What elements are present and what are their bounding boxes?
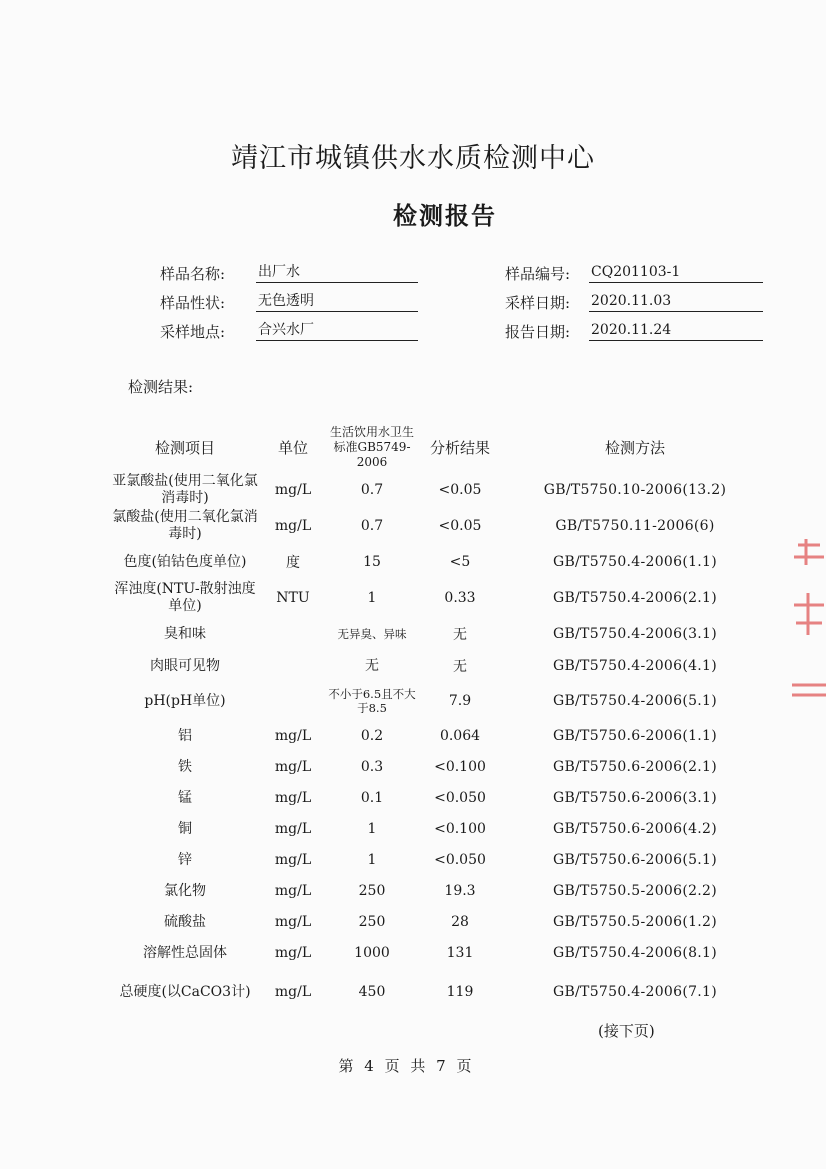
cell-method: GB/T5750.4-2006(3.1)	[552, 626, 718, 642]
cell-result: 0.064	[439, 728, 481, 744]
cell-standard: 0.1	[360, 790, 384, 806]
cell-unit: mg/L	[274, 883, 312, 899]
cell-unit: mg/L	[274, 482, 312, 498]
cell-item: 铜	[178, 820, 192, 837]
cell-unit: mg/L	[274, 821, 312, 837]
cell-method: GB/T5750.10-2006(13.2)	[543, 482, 727, 498]
cell-result: <0.05	[438, 518, 482, 534]
cell-result: <0.050	[434, 790, 486, 806]
cell-item: 铁	[178, 758, 192, 775]
cell-method: GB/T5750.6-2006(3.1)	[552, 790, 718, 806]
sampling-date-value: 2020.11.03	[589, 292, 763, 312]
cell-unit	[262, 620, 324, 648]
cell-method: GB/T5750.6-2006(1.1)	[552, 728, 718, 744]
cell-method: GB/T5750.4-2006(8.1)	[552, 945, 718, 961]
sample-number-value: CQ201103-1	[589, 263, 763, 283]
cell-item: 锌	[178, 851, 192, 868]
cell-item: 氯酸盐(使用二氧化氯消毒时)	[112, 509, 258, 542]
cell-unit: mg/L	[274, 914, 312, 930]
cell-unit: mg/L	[274, 759, 312, 775]
cell-unit	[262, 652, 324, 680]
cell-standard: 250	[358, 914, 386, 930]
cell-item: 亚氯酸盐(使用二氧化氯消毒时)	[112, 473, 258, 506]
cell-result: 19.3	[444, 883, 476, 899]
cell-unit: mg/L	[274, 790, 312, 806]
cell-method: GB/T5750.4-2006(1.1)	[552, 554, 718, 570]
cell-item: 肉眼可见物	[150, 657, 220, 674]
cell-standard: 0.3	[360, 759, 384, 775]
header-unit: 单位	[277, 438, 308, 457]
official-seal-stamp	[780, 535, 826, 710]
cell-item: 硫酸盐	[164, 913, 206, 930]
cell-standard: 无	[365, 658, 379, 674]
sampling-location-value: 合兴水厂	[256, 321, 418, 341]
cell-unit: 度	[286, 555, 300, 571]
cell-standard: 1000	[354, 945, 390, 961]
sample-name-label: 样品名称:	[160, 265, 226, 283]
cell-method: GB/T5750.6-2006(5.1)	[552, 852, 718, 868]
cell-result: <0.05	[438, 482, 482, 498]
report-date-value: 2020.11.24	[589, 321, 763, 341]
header-item: 检测项目	[154, 438, 215, 457]
cell-method: GB/T5750.4-2006(4.1)	[552, 658, 718, 674]
cell-unit: mg/L	[274, 984, 312, 1000]
cell-unit: NTU	[276, 590, 310, 606]
cell-item: pH(pH单位)	[144, 692, 226, 709]
cell-result: <5	[449, 554, 471, 570]
cell-standard: 无异臭、异味	[337, 627, 407, 641]
cell-standard: 450	[358, 984, 386, 1000]
cell-method: GB/T5750.6-2006(2.1)	[552, 759, 718, 775]
report-date-label: 报告日期:	[505, 323, 571, 341]
cell-unit: mg/L	[274, 518, 312, 534]
header-standard: 生活饮用水卫生标准GB5749-2006	[330, 424, 415, 469]
cell-standard: 0.7	[360, 482, 384, 498]
cell-standard: 不小于6.5且不大于8.5	[328, 687, 416, 715]
continued-note: (接下页)	[598, 1022, 655, 1040]
sample-state-value: 无色透明	[256, 292, 418, 312]
cell-result: 28	[451, 914, 469, 930]
cell-item: 臭和味	[164, 625, 206, 642]
cell-item: 色度(铂钴色度单位)	[123, 553, 247, 570]
page-footer: 第 4 页 共 7 页	[338, 1057, 472, 1075]
cell-unit: mg/L	[274, 945, 312, 961]
cell-item: 铝	[178, 727, 192, 744]
cell-method: GB/T5750.4-2006(7.1)	[552, 984, 718, 1000]
cell-result: <0.050	[434, 852, 486, 868]
cell-item: 溶解性总固体	[143, 944, 227, 961]
cell-unit: mg/L	[274, 852, 312, 868]
cell-standard: 1	[367, 821, 377, 837]
sampling-location-label: 采样地点:	[160, 323, 226, 341]
cell-item: 氯化物	[164, 882, 206, 899]
cell-result: 131	[446, 945, 474, 961]
cell-method: GB/T5750.5-2006(2.2)	[552, 883, 718, 899]
cell-result: 7.9	[448, 693, 472, 709]
cell-result: <0.100	[434, 759, 486, 775]
cell-method: GB/T5750.4-2006(2.1)	[552, 590, 718, 606]
cell-item: 总硬度(以CaCO3计)	[119, 983, 251, 1000]
cell-method: GB/T5750.6-2006(4.2)	[552, 821, 718, 837]
sample-name-value: 出厂水	[256, 263, 418, 283]
cell-result: 无	[453, 627, 467, 643]
header-result: 分析结果	[429, 438, 490, 457]
sample-number-label: 样品编号:	[505, 265, 571, 283]
cell-result: 0.33	[444, 590, 476, 606]
report-title: 检测报告	[393, 201, 497, 230]
results-section-label: 检测结果:	[128, 378, 194, 396]
cell-unit	[262, 684, 324, 718]
sampling-date-label: 采样日期:	[505, 294, 571, 312]
cell-result: <0.100	[434, 821, 486, 837]
cell-standard: 1	[367, 590, 377, 606]
sample-state-label: 样品性状:	[160, 294, 226, 312]
cell-result: 无	[453, 659, 467, 675]
cell-item: 锰	[178, 789, 192, 806]
cell-method: GB/T5750.4-2006(5.1)	[552, 693, 718, 709]
cell-method: GB/T5750.11-2006(6)	[555, 518, 715, 534]
cell-standard: 15	[363, 554, 381, 570]
cell-standard: 1	[367, 852, 377, 868]
cell-item: 浑浊度(NTU-散射浊度单位)	[114, 581, 256, 614]
cell-unit: mg/L	[274, 728, 312, 744]
cell-standard: 0.7	[360, 518, 384, 534]
cell-method: GB/T5750.5-2006(1.2)	[552, 914, 718, 930]
cell-standard: 0.2	[360, 728, 384, 744]
organization-title: 靖江市城镇供水水质检测中心	[231, 143, 595, 174]
cell-result: 119	[446, 984, 474, 1000]
header-method: 检测方法	[604, 438, 665, 457]
cell-standard: 250	[358, 883, 386, 899]
